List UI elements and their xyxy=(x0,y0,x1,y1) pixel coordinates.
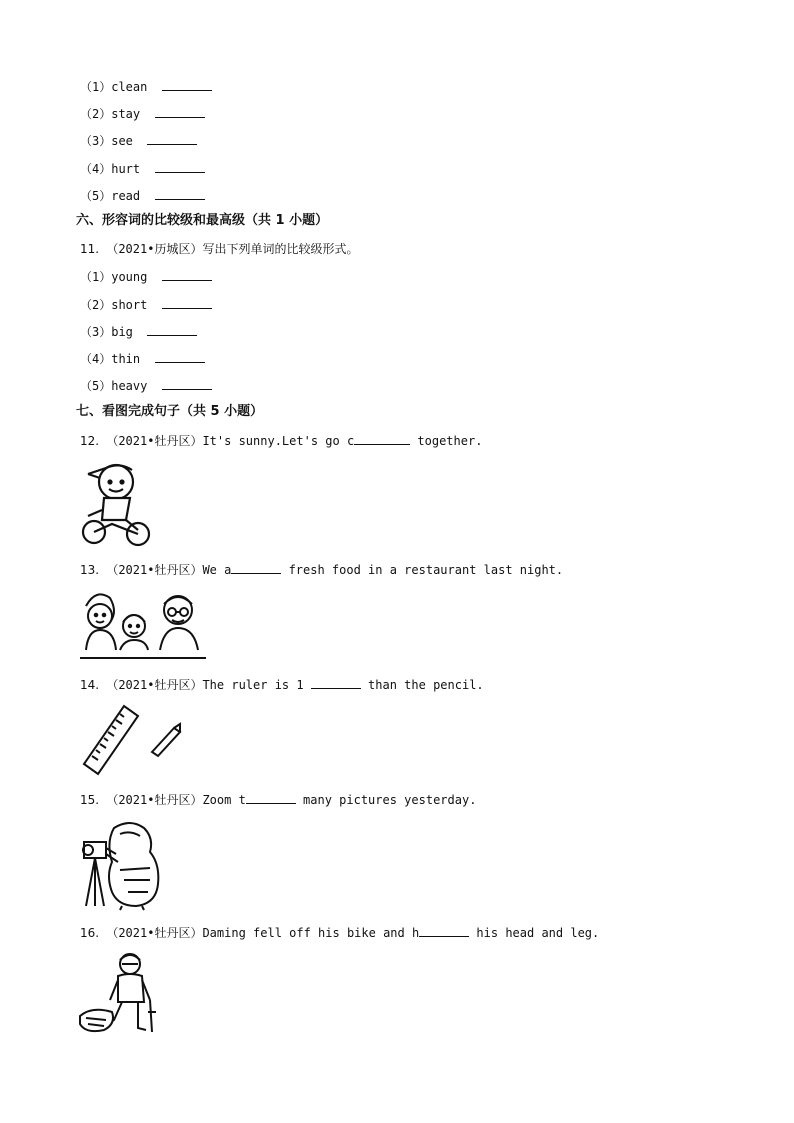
answer-blank[interactable] xyxy=(419,924,469,937)
answer-blank[interactable] xyxy=(147,323,197,336)
answer-blank[interactable] xyxy=(155,160,205,173)
answer-blank[interactable] xyxy=(246,791,296,804)
question-11: 11. （2021•历城区）写出下列单词的比较级形式。 xyxy=(80,242,359,256)
s6-item: （4）thin xyxy=(80,350,205,367)
part-a-item: （3）see xyxy=(80,132,197,149)
part-a-item: （4）hurt xyxy=(80,160,205,177)
part-a-item: （5）read xyxy=(80,187,205,204)
answer-blank[interactable] xyxy=(162,78,212,91)
answer-blank[interactable] xyxy=(155,105,205,118)
ruler-image xyxy=(80,704,140,782)
answer-blank[interactable] xyxy=(231,561,281,574)
s6-item: （2）short xyxy=(80,296,212,313)
section-7-title: 七、看图完成句子（共 5 小题） xyxy=(76,404,264,419)
zoom-taking-photo-image xyxy=(80,818,164,914)
answer-blank[interactable] xyxy=(162,268,212,281)
answer-blank[interactable] xyxy=(155,350,205,363)
injured-boy-image xyxy=(78,950,162,1040)
section-6-title: 六、形容词的比较级和最高级（共 1 小题） xyxy=(76,213,329,228)
answer-blank[interactable] xyxy=(147,132,197,145)
s6-item: （3）big xyxy=(80,323,197,340)
question-15: 15. （2021•牡丹区）Zoom t many pictures yesterday. xyxy=(80,793,477,807)
answer-blank[interactable] xyxy=(155,187,205,200)
part-a-item: （2）stay xyxy=(80,105,205,122)
answer-blank[interactable] xyxy=(311,676,361,689)
question-13: 13. （2021•牡丹区）We a fresh food in a restaurant last night. xyxy=(80,563,564,577)
s6-item: （5）heavy xyxy=(80,377,212,394)
question-12: 12. （2021•牡丹区）It's sunny.Let's go c together. xyxy=(80,434,483,448)
question-14: 14. （2021•牡丹区）The ruler is 1 than the pencil. xyxy=(80,678,484,692)
family-eating-image xyxy=(80,588,206,664)
boy-riding-bike-image xyxy=(78,458,152,552)
answer-blank[interactable] xyxy=(354,432,410,445)
answer-blank[interactable] xyxy=(162,377,212,390)
part-a-item: （1）clean xyxy=(80,78,212,95)
pencil-image xyxy=(148,722,184,762)
question-16: 16. （2021•牡丹区）Daming fell off his bike and h his head and leg. xyxy=(80,926,600,940)
answer-blank[interactable] xyxy=(162,296,212,309)
s6-item: （1）young xyxy=(80,268,212,285)
